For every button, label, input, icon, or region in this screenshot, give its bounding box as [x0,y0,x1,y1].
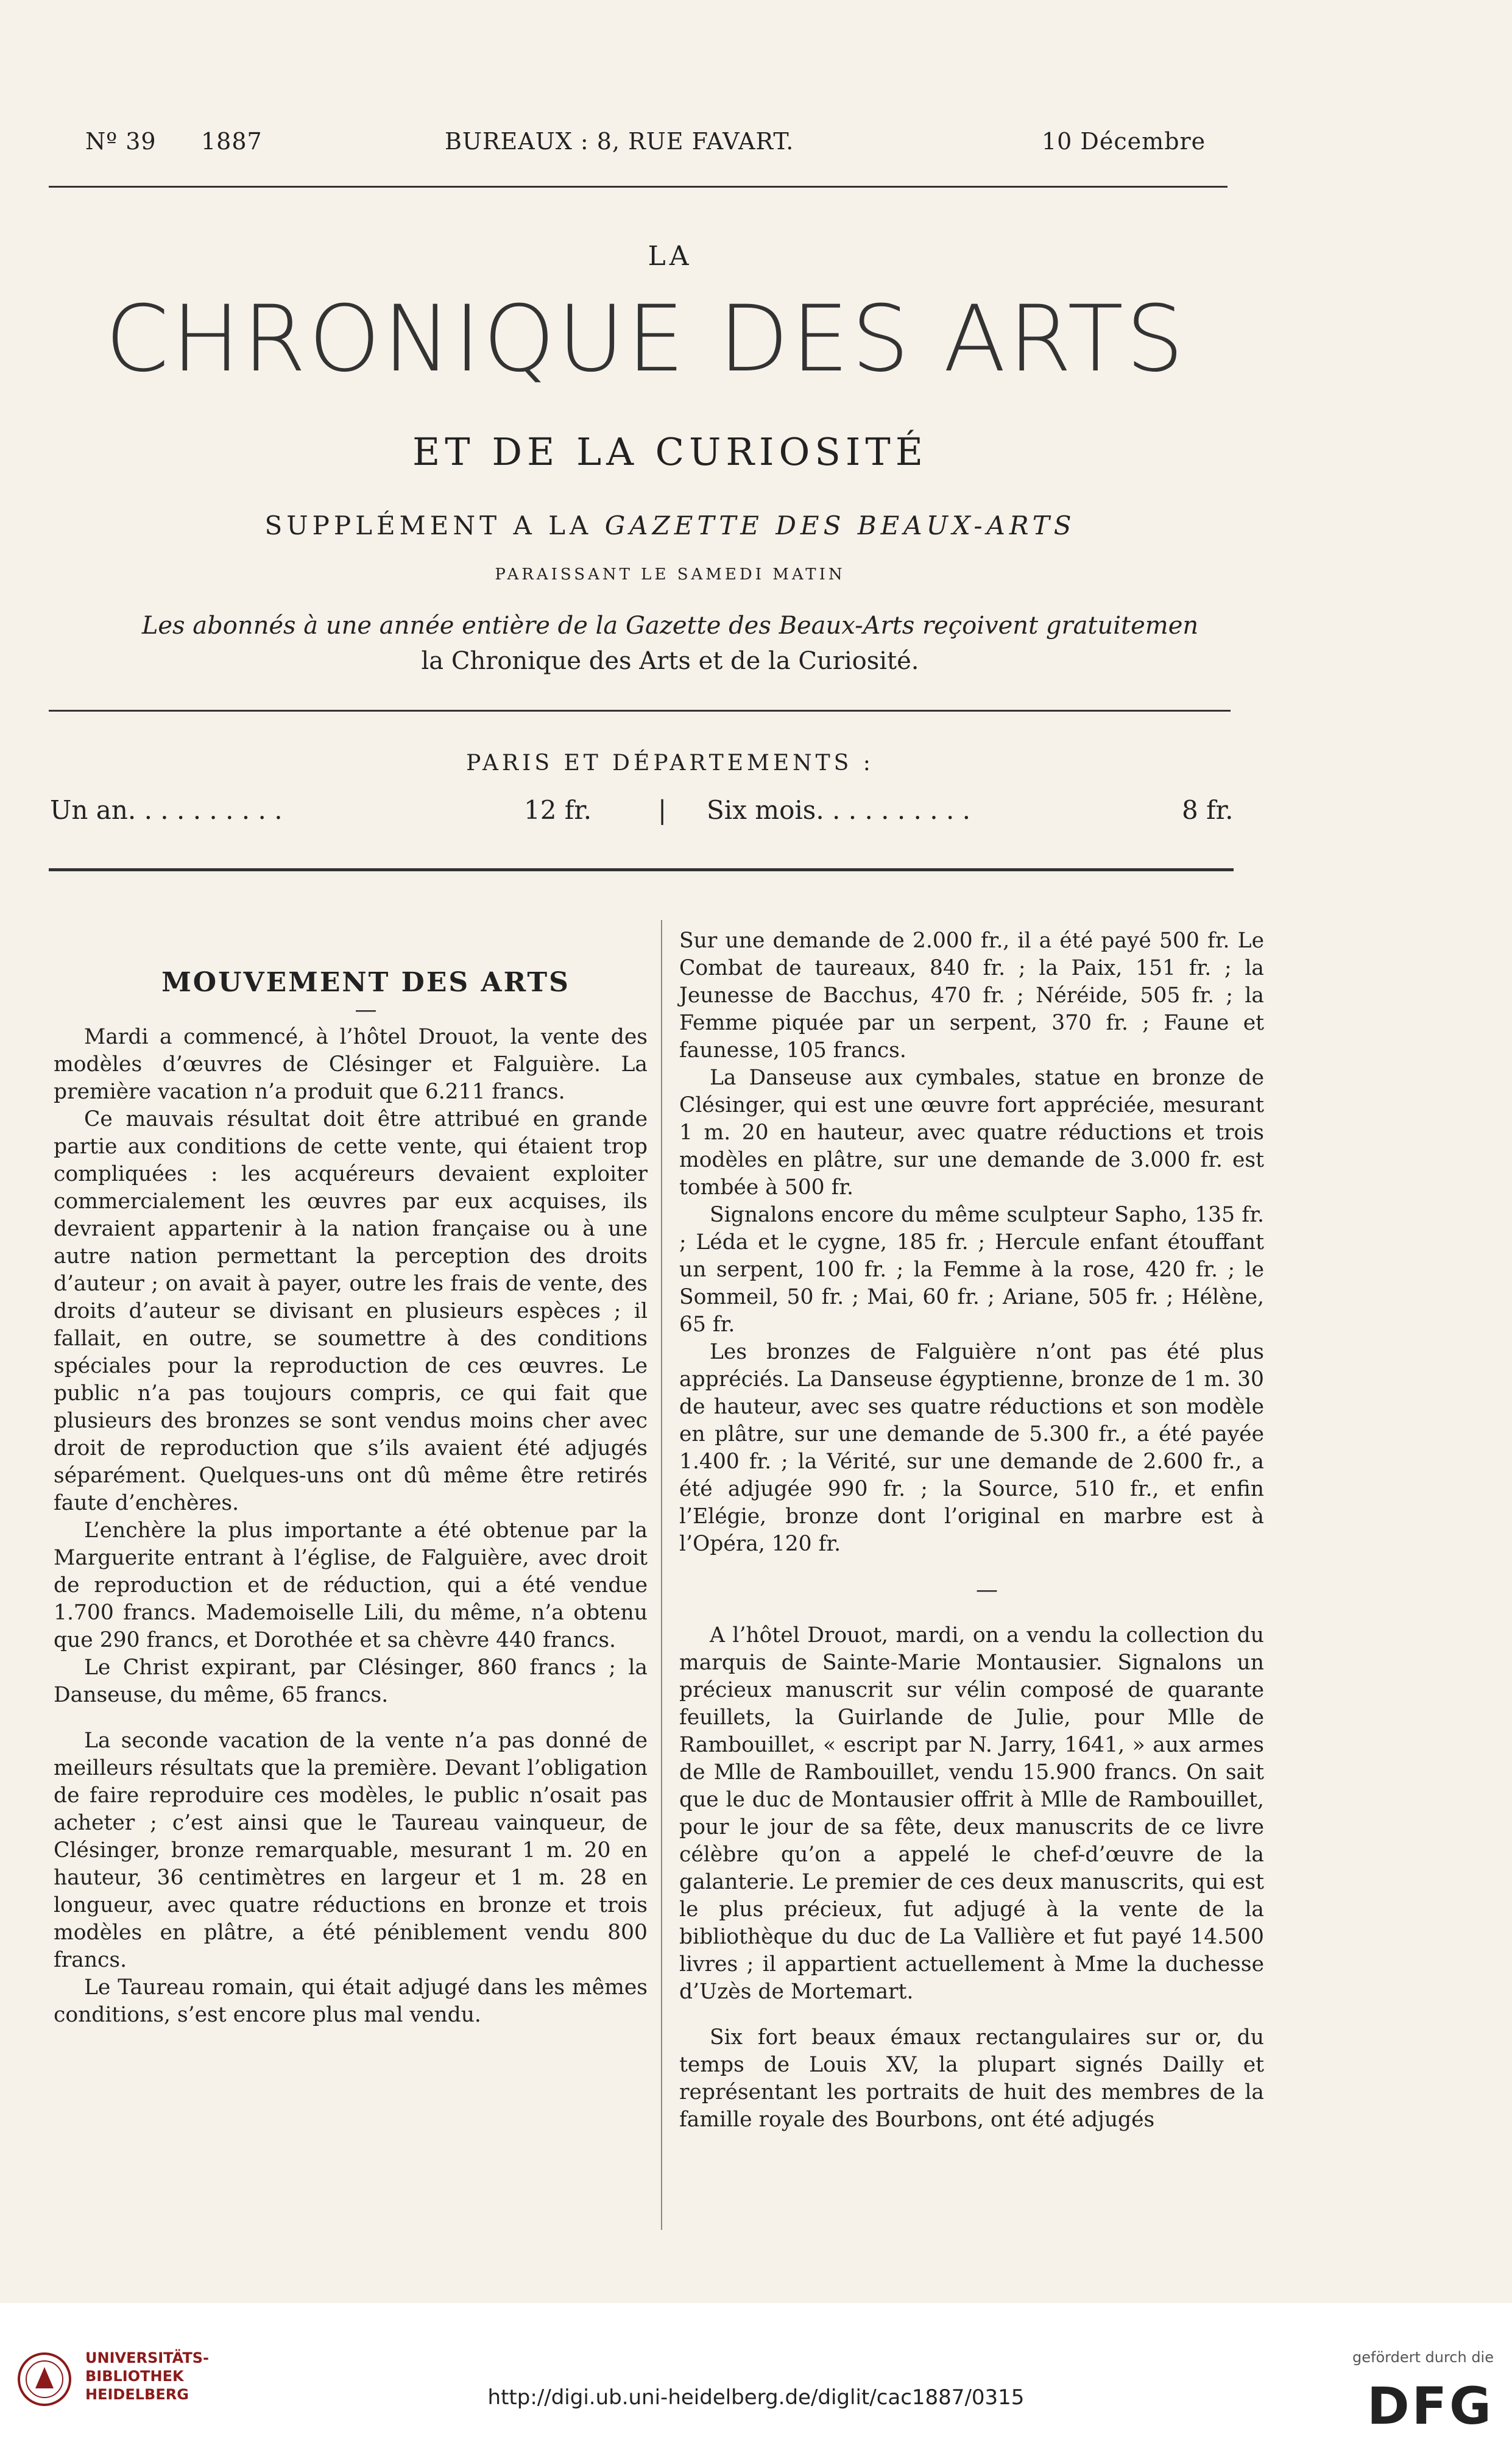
left-paragraph: Le Taureau romain, qui était adjugé dans les mêmes conditions, s’est encore plus mal vendu. [54,1975,648,2027]
price-half-label: Six mois. . . . . . . . . . [707,795,971,825]
subscriber-note-2: la Chronique des Arts et de la Curiosité. [421,647,919,675]
right-column [679,927,1264,2134]
price-half-value: 8 fr. [1182,795,1234,825]
issue-year: 1887 [201,128,263,155]
article-heading: MOUVEMENT DES ARTS [161,967,570,998]
column-separator [661,920,662,2230]
dfg-logo: DFG [1366,2376,1494,2436]
section-dash: — [976,1577,998,1602]
right-paragraph: La Danseuse aux cymbales, statue en bronze de Clésinger, qui est une œuvre fort appréciée, mesurant 1 m. 20 en hauteur, avec quatre réductions et trois modèles en plâtre, sur une demande de 3.000 fr. est tombée à 500 fr. [679,1066,1264,1200]
supplement-line [0,511,1340,540]
left-paragraph: Le Christ expirant, par Clésinger, 860 francs ; la Danseuse, du même, 65 francs. [54,1655,648,1707]
supplement-journal: GAZETTE DES BEAUX-ARTS [604,511,1076,540]
left-paragraph: Mardi a commencé, à l’hôtel Drouot, la vente des modèles d’œuvres de Clésinger et Falguière. La première vacation n’a produit que 6.211 francs. [54,1025,648,1104]
masthead-subtitle: ET DE LA CURIOSITÉ [412,430,928,474]
publication-schedule: PARAISSANT LE SAMEDI MATIN [495,565,846,584]
supplement-prefix: SUPPLÉMENT A LA [264,511,593,540]
price-year-value: 12 fr. [524,795,592,825]
masthead-title: CHRONIQUE DES ARTS [105,286,1187,392]
right-paragraph: Six fort beaux émaux rectangulaires sur or, du temps de Louis XV, la plupart signés Dailly et représentant les portraits de huit des membres de la famille royale des Bourbons, ont été adjugés [679,2025,1264,2132]
digitization-footer [0,2303,1512,2442]
left-column [54,969,648,2029]
funding-note: gefördert durch die [1352,2349,1494,2366]
pricing-rule [49,868,1234,871]
bureaux-address: BUREAUX : 8, RUE FAVART. [445,128,794,155]
price-separator: | [658,795,667,825]
header-rule [49,186,1228,188]
left-paragraph: L’enchère la plus importante a été obtenue par la Marguerite entrant à l’église, de Falguière, avec droit de reproduction et de réduction, qui a été vendue 1.700 francs. Mademoiselle Lili, du même, n’a obtenu que 290 francs, et Dorothée et sa chèvre 440 francs. [54,1518,648,1652]
right-paragraph: A l’hôtel Drouot, mardi, on a vendu la collection du marquis de Sainte-Marie Montausier. Signalons un précieux manuscrit sur vélin composé de quarante feuillets, la Guirlande de Julie, pour Mlle de Rambouillet, « escript par N. Jarry, 1641, » aux armes de Mlle de Rambouillet, vendu 15.900 francs. On sait que le duc de Montausier offrit à Mlle de Rambouillet, pour le jour de sa fête, deux manuscrits de ce livre célèbre qu’on a appelé le chef-d’œuvre de la galanterie. Le premier de ces deux manuscrits, qui est le plus précieux, fut adjugé à la vente de la bibliothèque du duc de La Vallière et fut payé 14.500 livres ; il appartient actuellement à Mme la duchesse d’Uzès de Mortemart. [679,1623,1264,2004]
right-paragraph: Signalons encore du même sculpteur Sapho, 135 fr. ; Léda et le cygne, 185 fr. ; Hercule enfant étouffant un serpent, 100 fr. ; la Femme à la rose, 420 fr. ; le Sommeil, 50 fr. ; Mai, 60 fr. ; Ariane, 505 fr. ; Hélène, 65 fr. [679,1203,1264,1337]
price-year-label: Un an. . . . . . . . . . [50,795,283,825]
right-paragraph: Sur une demande de 2.000 fr., il a été payé 500 fr. Le Combat de taureaux, 840 fr. ; la Paix, 151 fr. ; la Jeunesse de Bacchus, 470 fr. ; Néréide, 505 fr. ; la Femme piquée par un serpent, 370 fr. ; Faune et faunesse, 105 francs. [679,929,1264,1063]
heading-dash: — [355,997,377,1022]
masthead-la: LA [648,241,693,272]
pricing-heading: PARIS ET DÉPARTEMENTS : [466,751,874,776]
issue-number: Nº 39 [85,128,157,155]
issue-date: 10 Décembre [1042,128,1206,155]
right-paragraph: Les bronzes de Falguière n’ont pas été plus appréciés. La Danseuse égyptienne, bronze de 1 m. 30 de hauteur, avec ses quatre réductions et son modèle en plâtre, sur une demande de 5.300 fr., a été payée 1.400 fr. ; la Vérité, sur une demande de 2.600 fr., a été adjugée 990 fr. ; la Source, 510 fr., et enfin l’Elégie, bronze dont l’original en marbre est à l’Opéra, 120 fr. [679,1340,1264,1556]
source-url-link[interactable]: http://digi.ub.uni-heidelberg.de/diglit/cac1887/0315 [487,2385,1025,2410]
university-library-name: UNIVERSITÄTS- BIBLIOTHEK HEIDELBERG [85,2349,210,2403]
subscriber-note-1: Les abonnés à une année entière de la Gazette des Beaux-Arts reçoivent gratuitemen [141,612,1199,640]
left-paragraph: La seconde vacation de la vente n’a pas donné de meilleurs résultats que la première. Devant l’obligation de faire reproduire ces modèles, le public n’osait pas acheter ; c’est ainsi que le Taureau vainqueur, de Clésinger, bronze remarquable, mesurant 1 m. 20 en hauteur, 36 centimètres en largeur et 1 m. 28 en longueur, avec quatre réductions en bronze et trois modèles en plâtre, a été péniblement vendu 800 francs. [54,1729,648,1972]
masthead-rule [49,710,1231,712]
left-paragraph: Ce mauvais résultat doit être attribué en grande partie aux conditions de cette vente, qui étaient trop compliquées : les acquéreurs devaient exploiter commercialement les œuvres par eux acquises, ils devraient appartenir à la nation française ou à une autre nation permettant la perception des droits d’auteur ; on avait à payer, outre les frais de vente, des droits d’auteur se divisant en plusieurs espèces ; il fallait, en outre, se soumettre à des conditions spéciales pour la reproduction de ces œuvres. Le public n’a pas toujours compris, ce qui fait que plusieurs des bronzes se sont vendus moins cher avec droit de reproduction que s’ils avaient été adjugés séparément. Quelques-uns ont dû même être retirés faute d’enchères. [54,1107,648,1515]
